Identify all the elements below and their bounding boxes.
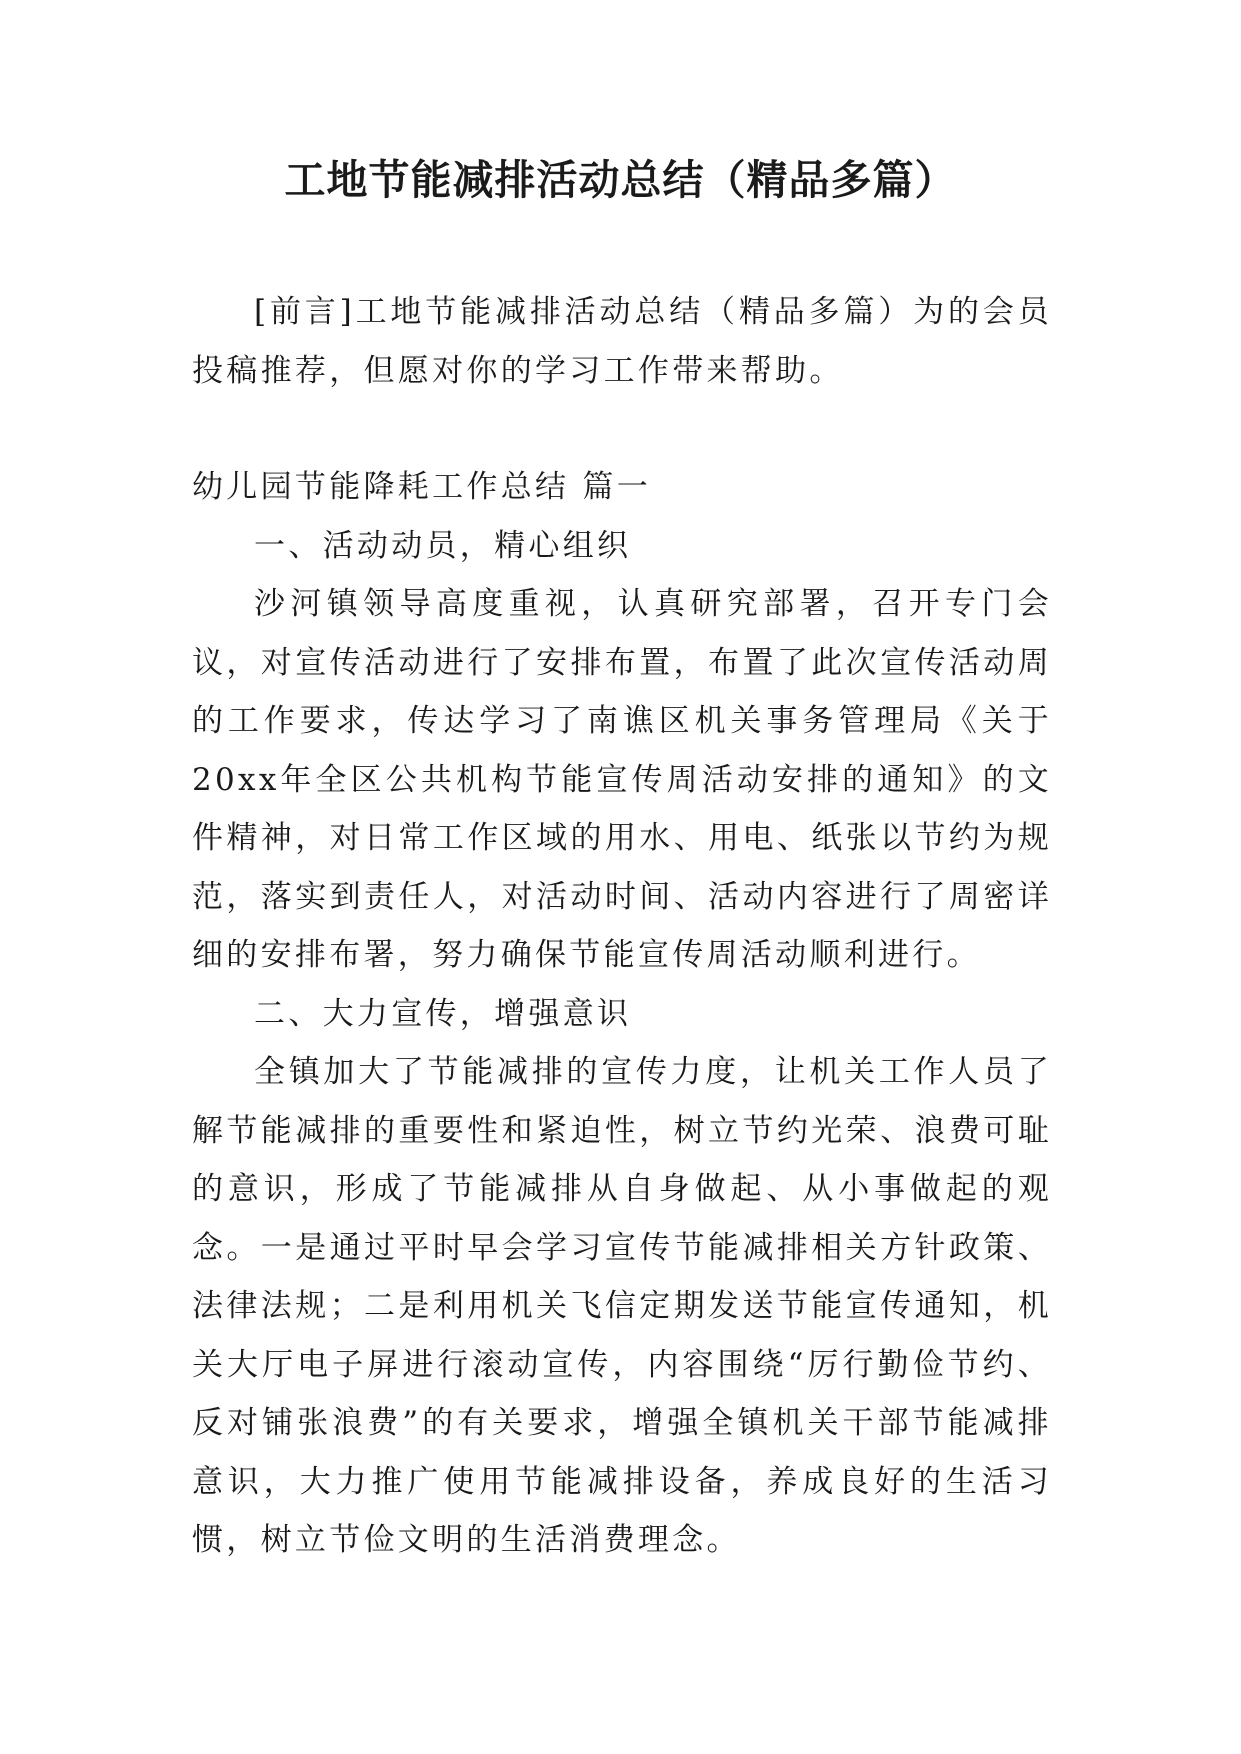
subheading-1: 一、活动动员，精心组织 [254, 527, 632, 564]
subheading-2: 二、大力宣传，增强意识 [254, 995, 632, 1032]
document-title: 工地节能减排活动总结（精品多篇） [284, 156, 957, 204]
section-heading: 幼儿园节能降耗工作总结 篇一 [192, 469, 652, 505]
document-body [192, 283, 1052, 1570]
body-paragraph-2: 全镇加大了节能减排的宣传力度，让机关工作人员了解节能减排的重要性和紧迫性，树立节约光荣、浪费可耻的意识，形成了节能减排从自身做起、从小事做起的观念。一是通过平时早会学习宣传节能减排相关方针政策、法律法规；二是利用机关飞信定期发送节能宣传通知，机关大厅电子屏进行滚动宣传，内容围绕“厉行勤俭节约、反对铺张浪费”的有关要求，增强全镇机关干部节能减排意识，大力推广使用节能减排设备，养成良好的生活习惯，树立节俭文明的生活消费理念。 [192, 1054, 1052, 1558]
body-paragraph-1: 沙河镇领导高度重视，认真研究部署，召开专门会议，对宣传活动进行了安排布置，布置了此次宣传活动周的工作要求，传达学习了南谯区机关事务管理局《关于20xx年全区公共机构节能宣传周活动安排的通知》的文件精神，对日常工作区域的用水、用电、纸张以节约为规范，落实到责任人，对活动时间、活动内容进行了周密详细的安排布署，努力确保节能宣传周活动顺利进行。 [192, 586, 1052, 973]
preface-paragraph: [前言]工地节能减排活动总结（精品多篇）为的会员投稿推荐，但愿对你的学习工作带来帮助。 [192, 294, 1052, 389]
